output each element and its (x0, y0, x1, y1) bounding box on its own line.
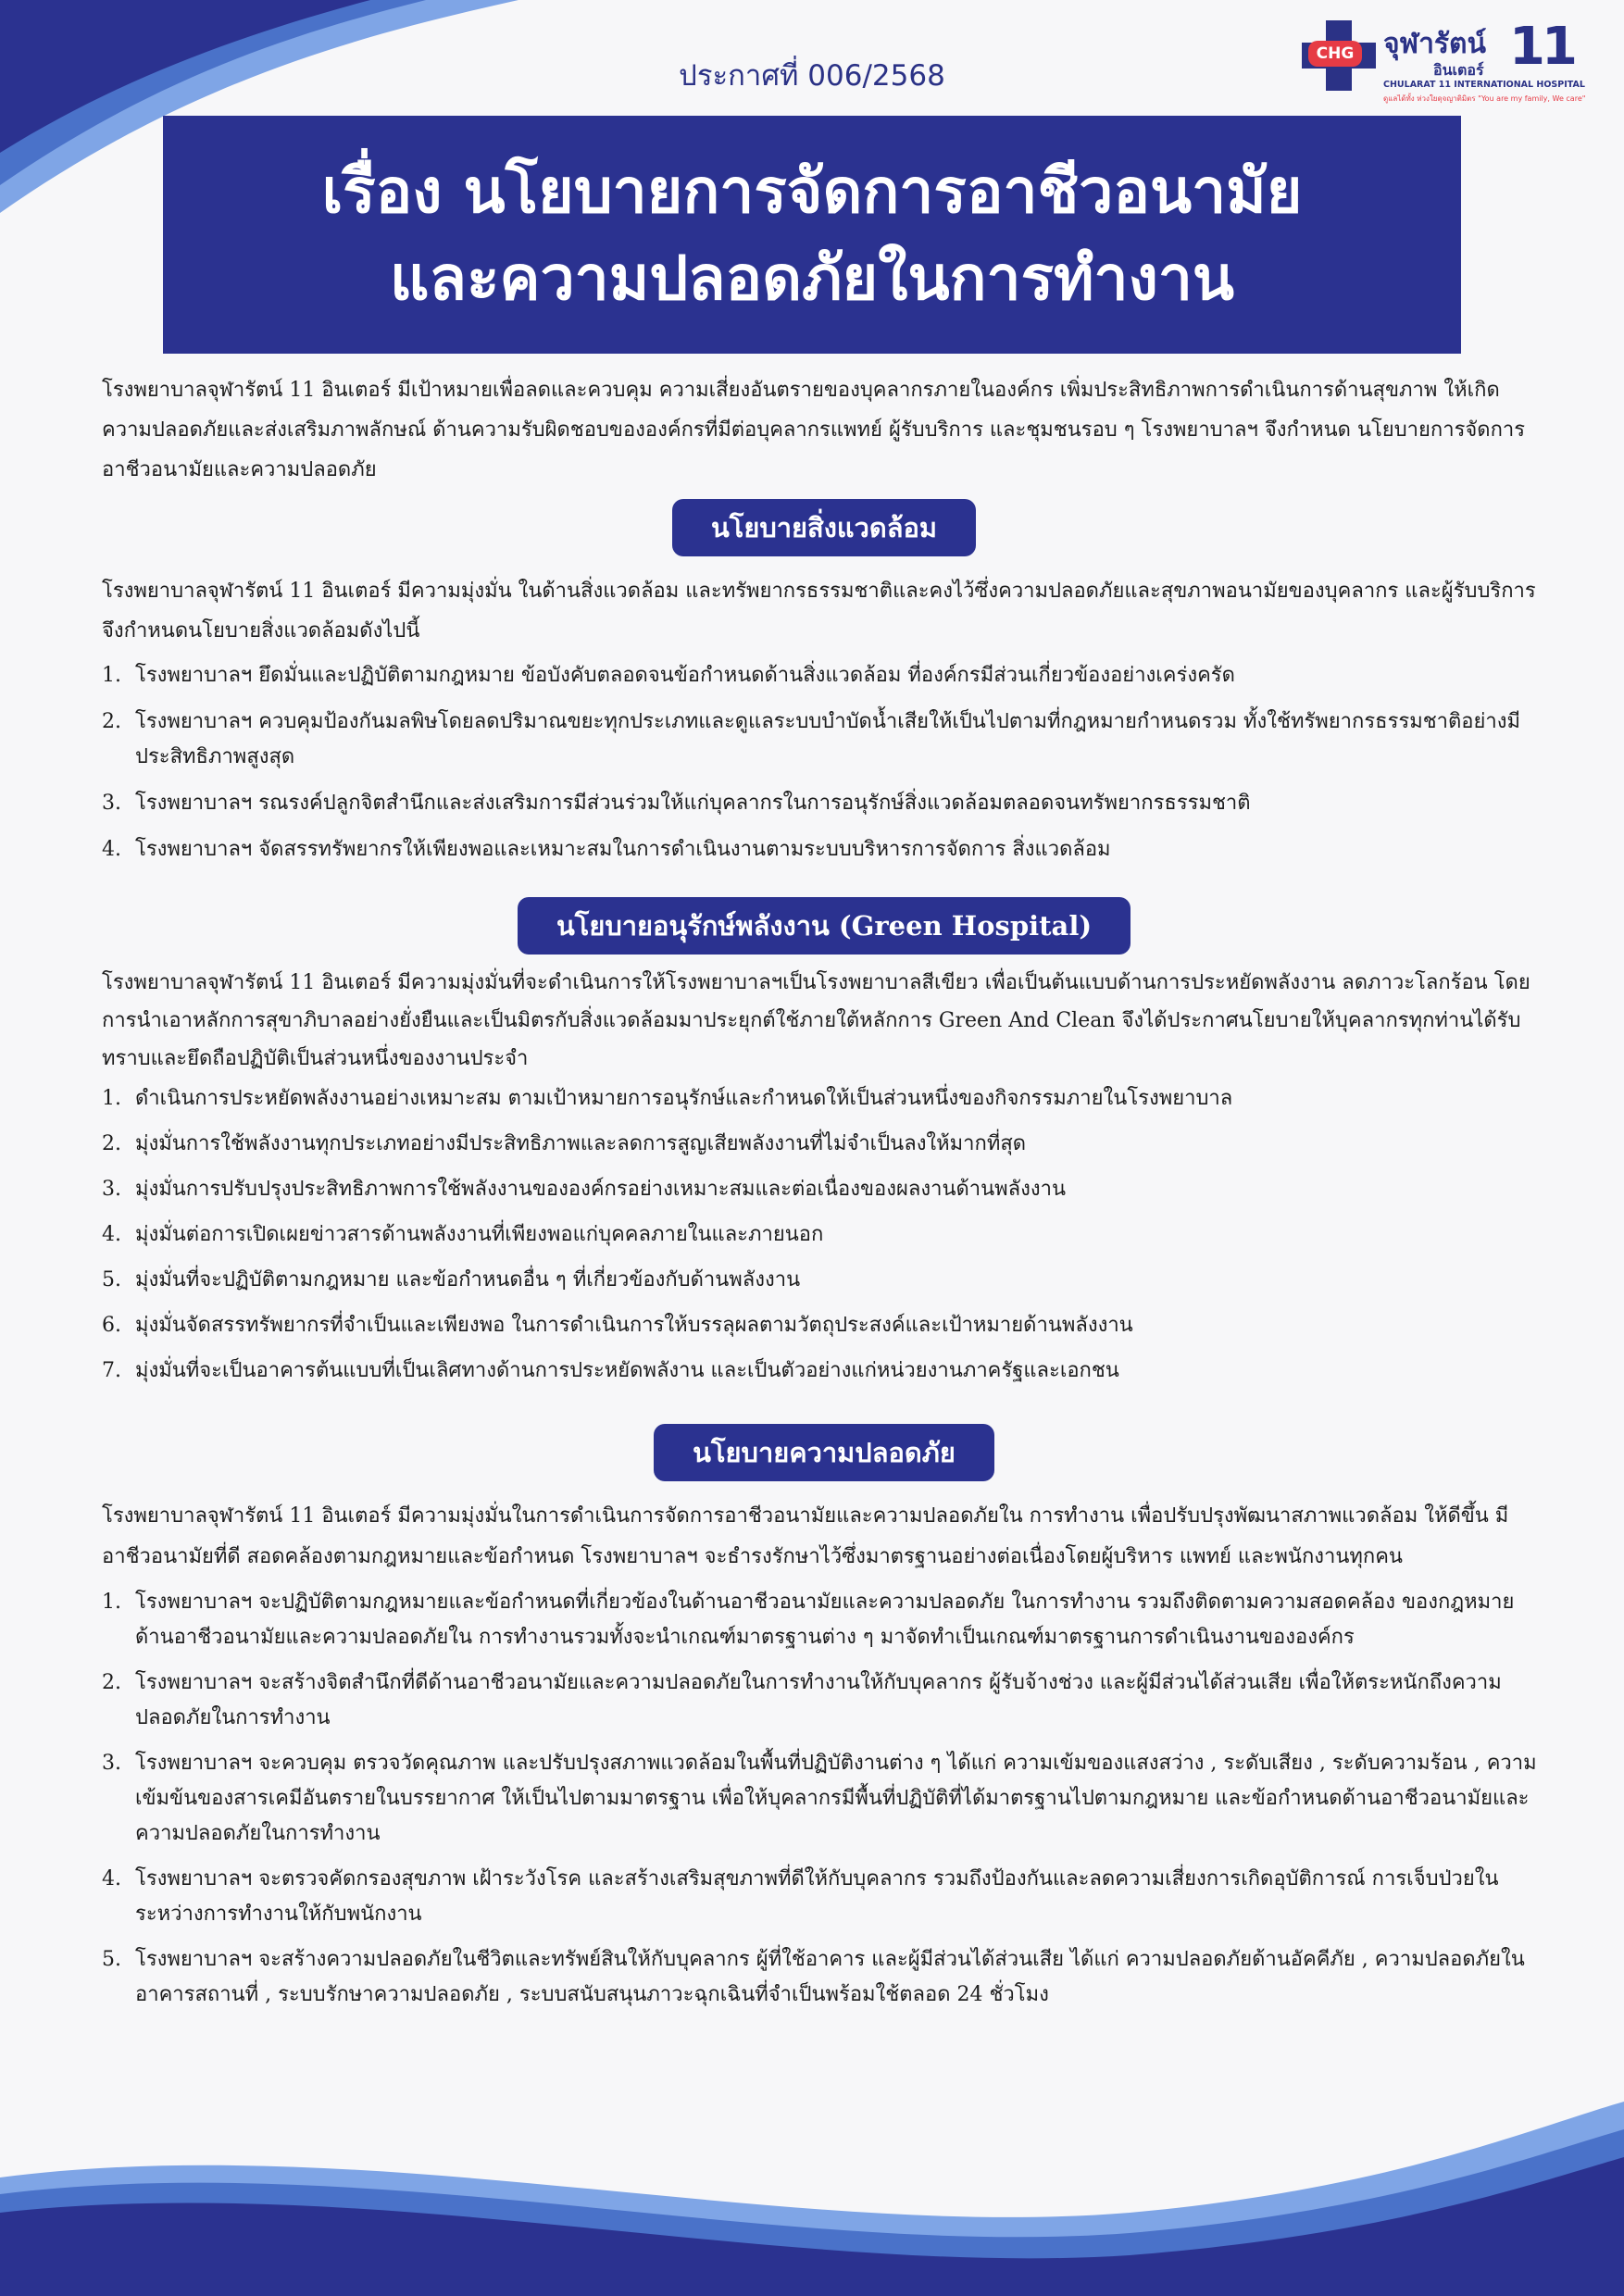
list-item: 5. โรงพยาบาลฯ จะสร้างความปลอดภัยในชีวิตและทรัพย์สินให้กับบุคลากร ผู้ที่ใช้อาคาร และผู้มีส่วนได้ส่วนเสีย ได้แก่ ความปลอดภัยด้านอัคคีภัย , ความปลอดภัยในอาคารสถานที่ , ระบบรักษาความปลอดภัย , ระบบสนับสนุนภาวะฉุกเฉินที่จำเป็นพร้อมใช้ตลอด 24 ชั่วโมง (102, 1948, 1525, 2006)
logo-number: 11 (1509, 17, 1574, 77)
list-item: 4. มุ่งมั่นต่อการเปิดเผยข่าวสารด้านพลังงานที่เพียงพอแก่บุคคลภายในและภายนอก (102, 1223, 824, 1246)
logo-name-th: จุฬารัตน์ (1383, 28, 1487, 60)
title-line-2: และความปลอดภัยในการทำงาน (389, 242, 1234, 314)
list-item: 6. มุ่งมั่นจัดสรรทรัพยากรที่จำเป็นและเพียงพอ ในการดำเนินการให้บรรลุผลตามวัตถุประสงค์และเป้าหมายด้านพลังงาน (102, 1314, 1133, 1337)
logo-name-en: CHULARAT 11 INTERNATIONAL HOSPITAL (1383, 80, 1585, 90)
intro-paragraph: โรงพยาบาลจุฬารัตน์ 11 อินเตอร์ มีเป้าหมายเพื่อลดและควบคุม ความเสี่ยงอันตรายของบุคลากรภายในองค์กร เพิ่มประสิทธิภาพการดำเนินการด้านสุขภาพ ให้เกิดความปลอดภัยและส่งเสริมภาพลักษณ์ ด้านความรับผิดชอบขององค์กรที่มีต่อบุคลากรแพทย์ ผู้รับบริการ และชุมชนรอบ ๆ โรงพยาบาลฯ จึงกำหนด นโยบายการจัดการอาชีวอนามัยและความปลอดภัย (102, 379, 1526, 481)
logo-badge: CHG (1308, 41, 1362, 67)
environment-policy-heading: นโยบายสิ่งแวดล้อม (672, 499, 976, 556)
list-item: 7. มุ่งมั่นที่จะเป็นอาคารต้นแบบที่เป็นเลิศทางด้านการประหยัดพลังาน และเป็นตัวอย่างแก่หน่วยงานภาครัฐและเอกชน (102, 1359, 1119, 1382)
list-item: 1. โรงพยาบาลฯ จะปฏิบัติตามกฎหมายและข้อกำหนดที่เกี่ยวข้องในด้านอาชีวอนามัยและความปลอดภัย ในการทำงาน รวมถึงติดตามความสอดคล้อง ของกฎหมายด้านอาชีวอนามัยและความปลอดภัยใน การทำงานรวมทั้งจะนำเกณฑ์มาตรฐานต่าง ๆ มาจัดทำเป็นเกณฑ์มาตรฐานการดำเนินงานขององค์กร (102, 1591, 1515, 1649)
logo-tagline: ดูแลได้ทั้ง ห่วงใยดุจญาติมิตร "You are my family, We care" (1383, 94, 1586, 103)
safety-policy-list (102, 1585, 1546, 2013)
list-item: 3. โรงพยาบาลฯ รณรงค์ปลูกจิตสำนึกและส่งเสริมการมีส่วนร่วมให้แก่บุคลากรในการอนุรักษ์สิ่งแวดล้อมตลอดจนทรัพยากรธรรมชาติ (102, 792, 1251, 815)
list-item: 2. โรงพยาบาลฯ ควบคุมป้องกันมลพิษโดยลดปริมาณขยะทุกประเภทและดูแลระบบบำบัดน้ำเสียให้เป็นไปตามที่กฎหมายกำหนดรวม ทั้งใช้ทรัพยากรธรรมชาติอย่างมีประสิทธิภาพสูงสุด (102, 710, 1520, 768)
safety-policy-heading: นโยบายความปลอดภัย (654, 1424, 994, 1481)
list-item: 1. โรงพยาบาลฯ ยึดมั่นและปฏิบัติตามกฎหมาย ข้อบังคับตลอดจนข้อกำหนดด้านสิ่งแวดล้อม ที่องค์กรมีส่วนเกี่ยวข้องอย่างเคร่งครัด (102, 664, 1235, 687)
list-item: 1. ดำเนินการประหยัดพลังงานอย่างเหมาะสม ตามเป้าหมายการอนุรักษ์และกำหนดให้เป็นส่วนหนึ่งของกิจกรรมภายในโรงพยาบาล (102, 1087, 1233, 1110)
safety-policy-intro: โรงพยาบาลจุฬารัตน์ 11 อินเตอร์ มีความมุ่งมั่นในการดำเนินการจัดการอาชีวอนามัยและความปลอดภัยใน การทำงาน เพื่อปรับปรุงพัฒนาสภาพแวดล้อม ให้ดีขึ้น มีอาชีวอนามัยที่ดี สอดคล้องตามกฎหมายและข้อกำหนด โรงพยาบาลฯ จะธำรงรักษาไว้ซึ่งมาตรฐานอย่างต่อเนื่องโดยผู้บริหาร แพทย์ และพนักงานทุกคน (102, 1504, 1509, 1568)
list-item: 4. โรงพยาบาลฯ จะตรวจคัดกรองสุขภาพ เฝ้าระวังโรค และสร้างเสริมสุขภาพที่ดีให้กับบุคลากร รวมถึงป้องกันและลดความเสี่ยงการเกิดอุบัติการณ์ การเจ็บป่วยในระหว่างการทำงานให้กับพนักงาน (102, 1867, 1499, 1926)
energy-policy-heading: นโยบายอนุรักษ์พลังงาน (Green Hospital) (518, 897, 1131, 955)
energy-policy-list (102, 1081, 1546, 1389)
list-item: 3. โรงพยาบาลฯ จะควบคุม ตรวจวัดคุณภาพ และปรับปรุงสภาพแวดล้อมในพื้นที่ปฏิบัติงานต่าง ๆ ได้แก่ ความเข้มของแสงสว่าง , ระดับเสียง , ระดับความร้อน , ความเข้มข้นของสารเคมีอันตรายในบรรยากาศ ให้เป็นไปตามมาตรฐาน เพื่อให้บุคลากรมีพื้นที่ปฏิบัติที่ได้มาตรฐานไปตามกฎหมาย และข้อกำหนดด้านอาชีวอนามัยและความปลอดภัยในการทำงาน (102, 1752, 1537, 1845)
logo-sub-th: อินเตอร์ (1433, 61, 1484, 79)
notice-number: ประกาศที่ 006/2568 (679, 59, 945, 93)
document-body (102, 370, 1546, 2023)
title-line-1: เรื่อง นโยบายการจัดการอาชีวอนามัย (321, 155, 1303, 227)
list-item: 4. โรงพยาบาลฯ จัดสรรทรัพยากรให้เพียงพอและเหมาะสมในการดำเนินงานตามระบบบริหารการจัดการ สิ่งแวดล้อม (102, 838, 1111, 861)
list-item: 3. มุ่งมั่นการปรับปรุงประสิทธิภาพการใช้พลังงานขององค์กรอย่างเหมาะสมและต่อเนื่องของผลงานด้านพลังงาน (102, 1178, 1067, 1201)
page-title (163, 116, 1461, 354)
environment-policy-intro: โรงพยาบาลจุฬารัตน์ 11 อินเตอร์ มีความมุ่งมั่น ในด้านสิ่งแวดล้อม และทรัพยากรธรรมชาติและคงไว้ซึ่งความปลอดภัยและสุขภาพอนามัยของบุคลากร และผู้รับบริการ จึงกำหนดนโยบายสิ่งแวดล้อมดังไปนี้ (102, 580, 1536, 643)
list-item: 2. มุ่งมั่นการใช้พลังงานทุกประเภทอย่างมีประสิทธิภาพและลดการสูญเสียพลังงานที่ไม่จำเป็นลงให้มากที่สุด (102, 1132, 1027, 1155)
list-item: 2. โรงพยาบาลฯ จะสร้างจิตสำนึกที่ดีด้านอาชีวอนามัยและความปลอดภัยในการทำงานให้กับบุคลากร ผู้รับจ้างช่วง และผู้มีส่วนได้ส่วนเสีย เพื่อให้ตระหนักถึงความปลอดภัยในการทำงาน (102, 1671, 1502, 1729)
environment-policy-list (102, 658, 1546, 867)
list-item: 5. มุ่งมั่นที่จะปฏิบัติตามกฎหมาย และข้อกำหนดอื่น ๆ ที่เกี่ยวข้องกับด้านพลังงาน (102, 1268, 801, 1292)
energy-policy-intro: โรงพยาบาลจุฬารัตน์ 11 อินเตอร์ มีความมุ่งมั่นที่จะดำเนินการให้โรงพยาบาลฯเป็นโรงพยาบาลสีเขียว เพื่อเป็นต้นแบบด้านการประหยัดพลังงาน ลดภาวะโลกร้อน โดยการนำเอาหลักการสุขาภิบาลอย่างยั่งยืนและเป็นมิตรกับสิ่งแวดล้อมมาประยุกต์ใช้ภายใต้หลักการ Green And Clean จึงได้ประกาศนโยบายให้บุคลากรทุกท่านได้รับทราบและยึดถือปฏิบัติเป็นส่วนหนึ่งของงานประจำ (102, 971, 1530, 1070)
